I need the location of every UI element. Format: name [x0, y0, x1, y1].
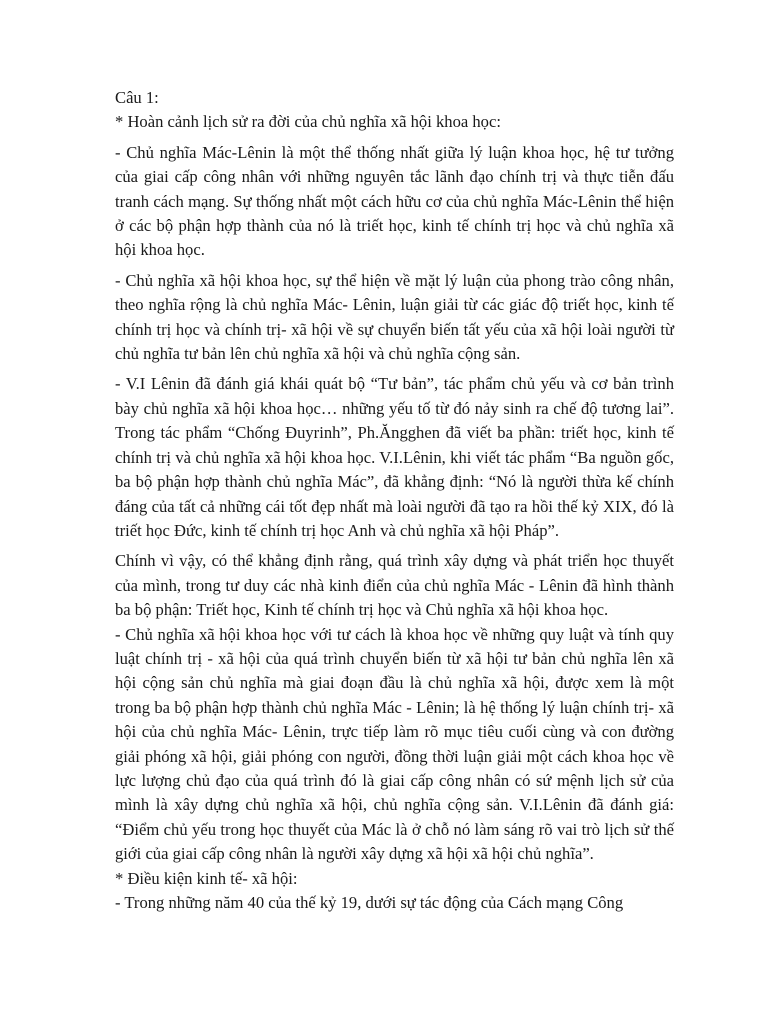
document-page: [115, 86, 674, 915]
paragraph-lenin-capital: - V.I Lênin đã đánh giá khái quát bộ “Tư bản”, tác phẩm chủ yếu và cơ bản trình bày chủ nghĩa xã hội khoa học… những yếu tố từ đó nảy sinh ra chế độ tương lai”. Trong tác phẩm “Chống Đuyrinh”, Ph.Ăngghen đã viết ba phần: triết học, kinh tế chính trị và chủ nghĩa xã hội khoa học. V.I.Lênin, khi viết tác phẩm “Ba nguồn gốc, ba bộ phận hợp thành chủ nghĩa Mác”, đã khẳng định: “Nó là người thừa kế chính đáng của tất cả những cái tốt đẹp nhất mà loài người đã tạo ra hồi thế kỷ XIX, đó là triết học Đức, kinh tế chính trị học Anh và chủ nghĩa xã hội Pháp”.: [115, 374, 674, 540]
section-title-historical-context: * Hoàn cảnh lịch sử ra đời của chủ nghĩa xã hội khoa học:: [115, 112, 501, 132]
paragraph-three-components: Chính vì vậy, có thể khẳng định rằng, quá trình xây dựng và phát triển học thuyết của mình, trong tư duy các nhà kinh điển của chủ nghĩa Mác - Lênin đã hình thành ba bộ phận: Triết học, Kinh tế chính trị học và Chủ nghĩa xã hội khoa học.: [115, 551, 674, 620]
paragraph-scientific-socialism: - Chủ nghĩa xã hội khoa học, sự thể hiện về mặt lý luận của phong trào công nhân, theo nghĩa rộng là chủ nghĩa Mác- Lênin, luận giải từ các giác độ triết học, kinh tế chính trị học và chính trị- xã hội về sự chuyển biến tất yếu của xã hội loài người từ chủ nghĩa tư bản lên chủ nghĩa xã hội và chủ nghĩa cộng sản.: [115, 270, 674, 364]
paragraph-marxism-leninism: - Chủ nghĩa Mác-Lênin là một thể thống nhất giữa lý luận khoa học, hệ tư tưởng của giai cấp công nhân với những nguyên tắc lãnh đạo chính trị và thực tiễn đấu tranh cách mạng. Sự thống nhất một cách hữu cơ của chủ nghĩa Mác-Lênin thể hiện ở các bộ phận hợp thành của nó là triết học, kinh tế chính trị học và chủ nghĩa xã hội khoa học.: [115, 142, 674, 260]
paragraph-industrial-revolution: - Trong những năm 40 của thế kỷ 19, dưới sự tác động của Cách mạng Công: [115, 893, 624, 912]
question-heading: Câu 1:: [115, 88, 159, 107]
section-title-socioeconomic-conditions: * Điều kiện kinh tế- xã hội:: [115, 868, 298, 888]
paragraph-scientific-socialism-laws: - Chủ nghĩa xã hội khoa học với tư cách là khoa học về những quy luật và tính quy luật chính trị - xã hội của quá trình chuyển biến từ xã hội tư bản chủ nghĩa lên xã hội cộng sản chủ nghĩa mà giai đoạn đầu là chủ nghĩa xã hội, được xem là một trong ba bộ phận hợp thành chủ nghĩa Mác - Lênin; là hệ thống lý luận chính trị- xã hội của chủ nghĩa Mác- Lênin, trực tiếp làm rõ mục tiêu cuối cùng và con đường giải phóng xã hội, giải phóng con người, đồng thời luận giải một cách khoa học về lực lượng chủ đạo của quá trình đó là giai cấp công nhân có sứ mệnh lịch sử của mình là xây dựng chủ nghĩa xã hội, chủ nghĩa cộng sản. V.I.Lênin đã đánh giá: “Điểm chủ yếu trong học thuyết của Mác là ở chỗ nó làm sáng rõ vai trò lịch sử thế giới của giai cấp công nhân là người xây dựng xã hội xã hội chủ nghĩa”.: [115, 624, 674, 864]
